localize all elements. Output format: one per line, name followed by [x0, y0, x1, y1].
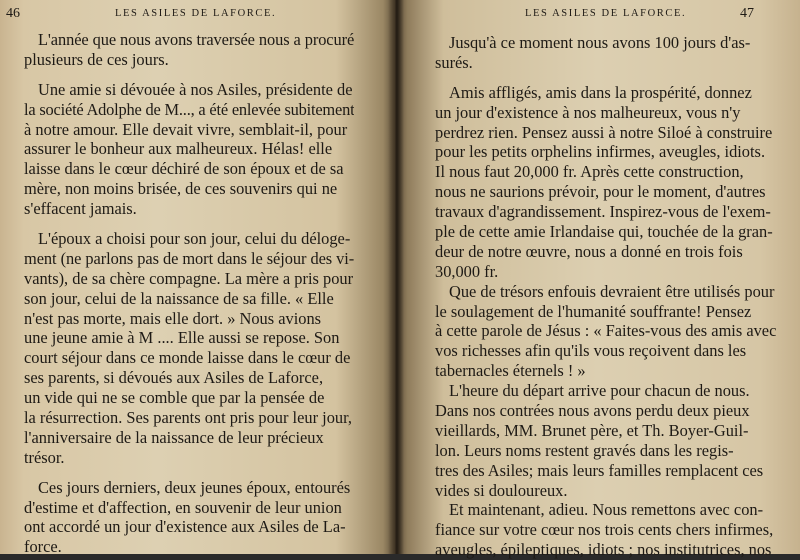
text-line: Que de trésors enfouis devraient être utilisés pour: [449, 281, 775, 301]
text-line: Amis affligés, amis dans la prospérité, donnez: [449, 82, 752, 102]
text-line: l'anniversaire de la naissance de leur précieux: [24, 427, 324, 447]
text-line: Dans nos contrées nous avons perdu deux pieux: [435, 401, 750, 421]
text-line: Jusqu'à ce moment nous avons 100 jours d'as-: [449, 33, 751, 52]
text-line: 30,000 fr.: [435, 261, 499, 281]
page-number: 46: [6, 6, 20, 21]
text-line: vieillards, MM. Brunet père, et Th. Boyer-Guil-: [435, 420, 749, 440]
text-line: L'heure du départ arrive pour chacun de nous.: [449, 381, 750, 401]
text-line: ses parents, si dévoués aux Asiles de Laforce,: [24, 368, 324, 388]
text-line: ont accordé un jour d'existence aux Asiles de La-: [24, 517, 346, 537]
text-line: laisse dans le cœur déchiré de son époux et de sa: [24, 159, 344, 179]
text-line: plusieurs de ces jours.: [24, 49, 169, 69]
text-line: Et maintenant, adieu. Nous remettons avec con-: [449, 500, 764, 520]
text-line: une jeune amie à M .... Elle aussi se repose. Son: [24, 328, 340, 348]
text-line: mère, non moins brisée, de ces souvenirs qui ne: [24, 179, 338, 199]
text-line: le soulagement de l'humanité souffrante! Pensez: [435, 301, 752, 321]
text-line: pour les petits orphelins infirmes, aveugles, idiots.: [435, 142, 766, 162]
text-line: fiance sur votre cœur nos trois cents chers infirmes,: [435, 520, 774, 540]
right-page: [395, 0, 800, 560]
text-line: Une amie si dévouée à nos Asiles, présidente de: [38, 79, 353, 99]
text-line: n'est pas morte, mais elle dort. » Nous avions: [24, 308, 322, 328]
text-line: ment (ne parlons pas de mort dans le séjour des vi-: [24, 248, 354, 268]
text-line: s'effacent jamais.: [24, 199, 137, 219]
right-page-header: [395, 6, 800, 22]
running-head: LES ASILES DE LAFORCE.: [525, 8, 687, 19]
text-line: son jour, celui de la naissance de sa fille. « Elle: [24, 288, 334, 308]
text-line: un jour d'existence à nos malheureux, vous n'y: [435, 102, 741, 122]
text-line: tabernacles éternels ! »: [435, 361, 586, 381]
text-line: L'époux a choisi pour son jour, celui du déloge-: [38, 229, 351, 249]
text-line: à cette parole de Jésus : « Faites-vous des amis avec: [435, 321, 777, 341]
text-line: vants), de sa chère compagne. La mère a pris pour: [24, 268, 354, 288]
text-line: ple de cette amie Irlandaise qui, touchée de la gran-: [435, 222, 773, 242]
text-line: L'année que nous avons traversée nous a procuré: [38, 30, 354, 49]
text-line: perdrez rien. Pensez aussi à notre Siloé à construire: [435, 122, 773, 142]
text-line: à notre amour. Elle devait vivre, semblait-il, pour: [24, 119, 348, 139]
text-line: assurer le bonheur aux malheureux. Hélas! elle: [24, 139, 333, 159]
text-line: deur de notre œuvre, nous a donné en trois fois: [435, 241, 743, 261]
text-line: surés.: [435, 52, 473, 72]
text-line: la société Adolphe de M..., a été enlevée subitement: [24, 99, 354, 119]
text-line: Ces jours derniers, deux jeunes époux, entourés: [38, 477, 351, 497]
left-page: [0, 0, 395, 557]
left-page-body: [24, 30, 354, 557]
running-head: LES ASILES DE LAFORCE.: [115, 8, 277, 19]
text-line: vides si douloureux.: [435, 480, 568, 500]
text-line: travaux d'agrandissement. Inspirez-vous de l'exem-: [435, 202, 771, 222]
text-line: trésor.: [24, 447, 65, 467]
page-number: 47: [740, 6, 754, 21]
text-line: un vide qui ne se comble que par la pensée de: [24, 388, 325, 408]
text-line: Il nous faut 20,000 fr. Après cette construction,: [435, 162, 744, 182]
left-page-header: [0, 6, 395, 22]
text-line: court séjour dans ce monde laisse dans le cœur de: [24, 348, 351, 368]
right-page-body: [435, 33, 777, 560]
text-line: vos richesses afin qu'ils vous reçoivent dans les: [435, 341, 747, 361]
text-line: tres des Asiles; mais leurs familles remplacent ces: [435, 460, 764, 480]
text-line: aveugles, épileptiques, idiots ; nos institutrices, nos: [435, 540, 772, 560]
text-line: force.: [24, 537, 62, 557]
text-line: lon. Leurs noms restent gravés dans les regis-: [435, 440, 734, 460]
text-line: d'estime et d'affection, en souvenir de leur union: [24, 497, 342, 517]
text-line: la résurrection. Ses parents ont pris pour leur jour,: [24, 408, 352, 428]
text-line: nous ne saurions prévoir, pour le moment, d'autres: [435, 182, 766, 202]
